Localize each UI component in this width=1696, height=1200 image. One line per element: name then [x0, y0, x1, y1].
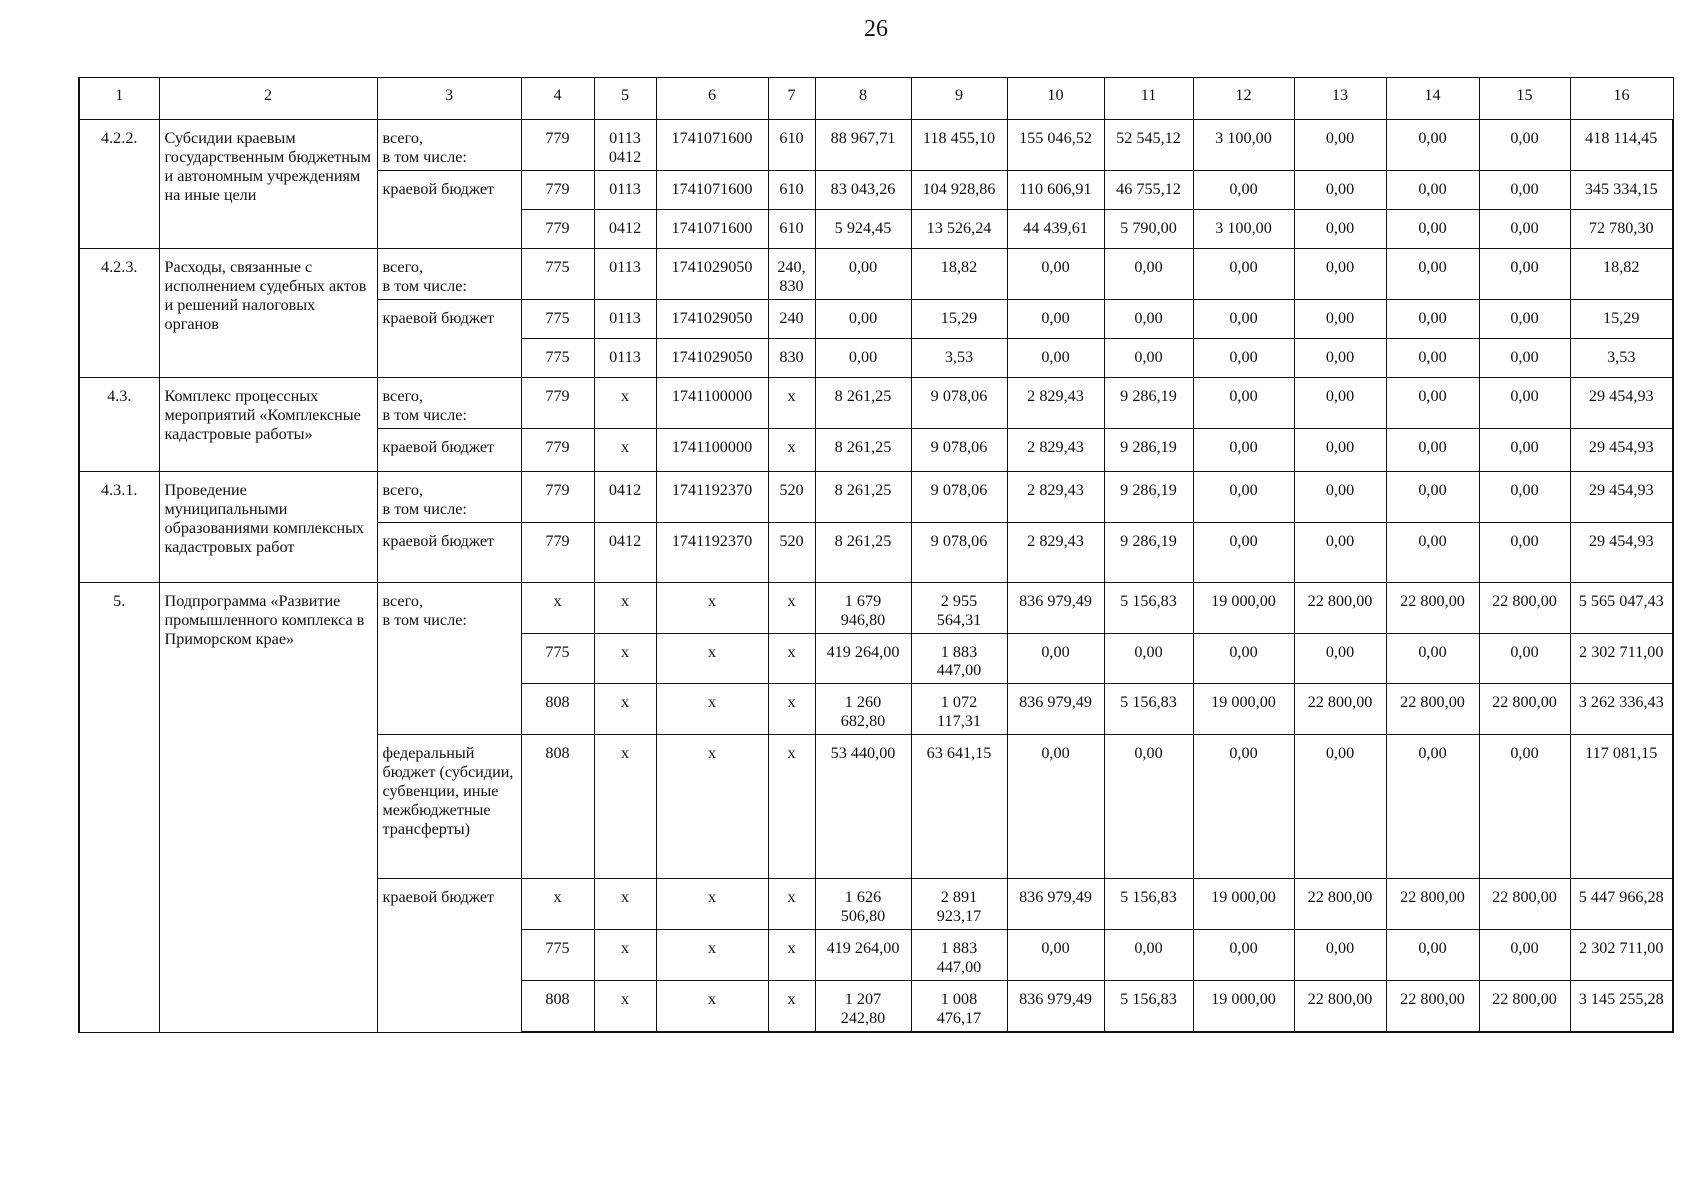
amount-cell: 0,00 [1007, 930, 1104, 981]
amount-cell: 836 979,49 [1007, 582, 1104, 633]
funding-source-cell: всего, в том числе: [377, 471, 521, 522]
ministry-code-cell: 775 [521, 338, 594, 377]
amount-cell: 0,00 [1386, 522, 1479, 582]
amount-cell: 9 078,06 [911, 522, 1007, 582]
amount-cell: 0,00 [1479, 248, 1570, 299]
amount-cell: 0,00 [1479, 633, 1570, 684]
amount-cell: 5 924,45 [815, 209, 911, 248]
amount-cell: 44 439,61 [1007, 209, 1104, 248]
amount-cell: 0,00 [1386, 248, 1479, 299]
expense-type-cell: 610 [768, 120, 815, 171]
ministry-code-cell: 808 [521, 684, 594, 735]
amount-cell: 0,00 [1104, 338, 1193, 377]
amount-cell: 0,00 [1386, 930, 1479, 981]
page-number: 26 [864, 16, 888, 42]
target-code-cell: x [656, 684, 768, 735]
amount-cell: 2 891 923,17 [911, 879, 1007, 930]
header-cell: 3 [377, 78, 521, 120]
amount-cell: 0,00 [1294, 248, 1386, 299]
funding-source-cell: всего, в том числе: [377, 582, 521, 735]
amount-cell: 118 455,10 [911, 120, 1007, 171]
amount-cell: 22 800,00 [1386, 684, 1479, 735]
amount-cell: 5 156,83 [1104, 981, 1193, 1032]
ministry-code-cell: 779 [521, 471, 594, 522]
funding-source-cell: краевой бюджет [377, 428, 521, 471]
amount-cell: 0,00 [1104, 299, 1193, 338]
amount-cell: 0,00 [815, 338, 911, 377]
amount-cell: 0,00 [1386, 633, 1479, 684]
total-cell: 29 454,93 [1570, 428, 1673, 471]
header-cell: 4 [521, 78, 594, 120]
amount-cell: 2 955 564,31 [911, 582, 1007, 633]
amount-cell: 2 829,43 [1007, 377, 1104, 428]
ministry-code-cell: x [521, 879, 594, 930]
amount-cell: 8 261,25 [815, 428, 911, 471]
item-number-cell: 4.2.2. [79, 120, 159, 249]
amount-cell: 0,00 [1193, 170, 1294, 209]
header-cell: 2 [159, 78, 377, 120]
header-cell: 11 [1104, 78, 1193, 120]
amount-cell: 0,00 [1294, 377, 1386, 428]
amount-cell: 15,29 [911, 299, 1007, 338]
expense-type-cell: 520 [768, 522, 815, 582]
expense-type-cell: 520 [768, 471, 815, 522]
amount-cell: 3 100,00 [1193, 209, 1294, 248]
amount-cell: 63 641,15 [911, 735, 1007, 879]
amount-cell: 9 286,19 [1104, 522, 1193, 582]
amount-cell: 0,00 [1479, 209, 1570, 248]
section-code-cell: 0113 [594, 299, 656, 338]
amount-cell: 836 979,49 [1007, 879, 1104, 930]
expense-type-cell: 240 [768, 299, 815, 338]
ministry-code-cell: 775 [521, 633, 594, 684]
amount-cell: 0,00 [1193, 338, 1294, 377]
total-cell: 29 454,93 [1570, 471, 1673, 522]
target-code-cell: 1741192370 [656, 471, 768, 522]
target-code-cell: 1741071600 [656, 209, 768, 248]
target-code-cell: x [656, 930, 768, 981]
target-code-cell: x [656, 735, 768, 879]
ministry-code-cell: 808 [521, 735, 594, 879]
funding-source-cell: краевой бюджет [377, 879, 521, 1032]
amount-cell: 1 072 117,31 [911, 684, 1007, 735]
expense-type-cell: 830 [768, 338, 815, 377]
expense-type-cell: x [768, 930, 815, 981]
target-code-cell: 1741029050 [656, 248, 768, 299]
amount-cell: 0,00 [1193, 522, 1294, 582]
expense-type-cell: x [768, 735, 815, 879]
header-row [79, 78, 1673, 120]
amount-cell: 0,00 [1386, 428, 1479, 471]
header-cell: 1 [79, 78, 159, 120]
amount-cell: 0,00 [1007, 299, 1104, 338]
budget-table [78, 77, 1674, 1033]
amount-cell: 0,00 [1479, 522, 1570, 582]
amount-cell: 5 156,83 [1104, 582, 1193, 633]
table-row [79, 471, 1673, 522]
total-cell: 29 454,93 [1570, 522, 1673, 582]
amount-cell: 8 261,25 [815, 471, 911, 522]
amount-cell: 0,00 [1294, 299, 1386, 338]
amount-cell: 3,53 [911, 338, 1007, 377]
header-cell: 16 [1570, 78, 1673, 120]
table-row [79, 248, 1673, 299]
target-code-cell: 1741029050 [656, 299, 768, 338]
amount-cell: 1 260 682,80 [815, 684, 911, 735]
amount-cell: 0,00 [1386, 735, 1479, 879]
amount-cell: 0,00 [1104, 930, 1193, 981]
amount-cell: 1 883 447,00 [911, 930, 1007, 981]
header-cell: 14 [1386, 78, 1479, 120]
amount-cell: 0,00 [1193, 735, 1294, 879]
amount-cell: 0,00 [1294, 170, 1386, 209]
target-code-cell: 1741192370 [656, 522, 768, 582]
ministry-code-cell: 779 [521, 209, 594, 248]
amount-cell: 19 000,00 [1193, 879, 1294, 930]
expense-type-cell: x [768, 377, 815, 428]
amount-cell: 22 800,00 [1294, 879, 1386, 930]
ministry-code-cell: x [521, 582, 594, 633]
target-code-cell: 1741071600 [656, 120, 768, 171]
amount-cell: 419 264,00 [815, 633, 911, 684]
section-code-cell: x [594, 428, 656, 471]
ministry-code-cell: 779 [521, 170, 594, 209]
amount-cell: 83 043,26 [815, 170, 911, 209]
section-code-cell: x [594, 879, 656, 930]
total-cell: 29 454,93 [1570, 377, 1673, 428]
amount-cell: 0,00 [1104, 248, 1193, 299]
amount-cell: 0,00 [1386, 209, 1479, 248]
expense-type-cell: x [768, 879, 815, 930]
amount-cell: 2 829,43 [1007, 471, 1104, 522]
amount-cell: 22 800,00 [1479, 582, 1570, 633]
header-cell: 6 [656, 78, 768, 120]
amount-cell: 0,00 [1479, 735, 1570, 879]
header-cell: 15 [1479, 78, 1570, 120]
ministry-code-cell: 779 [521, 428, 594, 471]
table-row [79, 377, 1673, 428]
amount-cell: 0,00 [1193, 248, 1294, 299]
ministry-code-cell: 775 [521, 299, 594, 338]
amount-cell: 9 286,19 [1104, 428, 1193, 471]
amount-cell: 19 000,00 [1193, 582, 1294, 633]
target-code-cell: 1741029050 [656, 338, 768, 377]
total-cell: 2 302 711,00 [1570, 633, 1673, 684]
header-cell: 13 [1294, 78, 1386, 120]
target-code-cell: 1741100000 [656, 377, 768, 428]
amount-cell: 22 800,00 [1479, 981, 1570, 1032]
amount-cell: 18,82 [911, 248, 1007, 299]
ministry-code-cell: 808 [521, 981, 594, 1032]
amount-cell: 19 000,00 [1193, 684, 1294, 735]
total-cell: 3,53 [1570, 338, 1673, 377]
amount-cell: 0,00 [1007, 248, 1104, 299]
amount-cell: 46 755,12 [1104, 170, 1193, 209]
target-code-cell: x [656, 879, 768, 930]
expense-type-cell: 240, 830 [768, 248, 815, 299]
total-cell: 72 780,30 [1570, 209, 1673, 248]
amount-cell: 0,00 [1294, 930, 1386, 981]
section-code-cell: 0412 [594, 471, 656, 522]
amount-cell: 0,00 [1479, 170, 1570, 209]
amount-cell: 8 261,25 [815, 522, 911, 582]
amount-cell: 22 800,00 [1386, 879, 1479, 930]
total-cell: 18,82 [1570, 248, 1673, 299]
amount-cell: 0,00 [1294, 735, 1386, 879]
ministry-code-cell: 779 [521, 120, 594, 171]
header-cell: 10 [1007, 78, 1104, 120]
funding-source-cell: всего, в том числе: [377, 248, 521, 299]
amount-cell: 9 286,19 [1104, 471, 1193, 522]
amount-cell: 0,00 [1294, 471, 1386, 522]
item-number-cell: 4.3.1. [79, 471, 159, 582]
section-code-cell: 0113 0412 [594, 120, 656, 171]
amount-cell: 9 078,06 [911, 377, 1007, 428]
funding-source-cell: краевой бюджет [377, 299, 521, 377]
header-cell: 9 [911, 78, 1007, 120]
amount-cell: 22 800,00 [1386, 981, 1479, 1032]
expense-type-cell: x [768, 981, 815, 1032]
header-cell: 12 [1193, 78, 1294, 120]
amount-cell: 0,00 [1104, 735, 1193, 879]
amount-cell: 22 800,00 [1479, 879, 1570, 930]
amount-cell: 19 000,00 [1193, 981, 1294, 1032]
amount-cell: 0,00 [1007, 735, 1104, 879]
item-number-cell: 4.3. [79, 377, 159, 471]
amount-cell: 0,00 [1479, 338, 1570, 377]
section-code-cell: x [594, 684, 656, 735]
amount-cell: 0,00 [815, 299, 911, 338]
amount-cell: 0,00 [1294, 209, 1386, 248]
item-name-cell: Проведение муниципальными образованиями комплексных кадастровых работ [159, 471, 377, 582]
amount-cell: 1 207 242,80 [815, 981, 911, 1032]
amount-cell: 836 979,49 [1007, 981, 1104, 1032]
ministry-code-cell: 775 [521, 930, 594, 981]
amount-cell: 104 928,86 [911, 170, 1007, 209]
table-row [79, 582, 1673, 633]
target-code-cell: 1741100000 [656, 428, 768, 471]
amount-cell: 0,00 [1479, 471, 1570, 522]
section-code-cell: 0113 [594, 338, 656, 377]
table-row [79, 120, 1673, 171]
amount-cell: 3 100,00 [1193, 120, 1294, 171]
section-code-cell: 0412 [594, 209, 656, 248]
item-name-cell: Комплекс процессных мероприятий «Комплексные кадастровые работы» [159, 377, 377, 471]
amount-cell: 0,00 [1386, 338, 1479, 377]
amount-cell: 0,00 [1386, 299, 1479, 338]
amount-cell: 1 883 447,00 [911, 633, 1007, 684]
expense-type-cell: x [768, 582, 815, 633]
ministry-code-cell: 779 [521, 377, 594, 428]
total-cell: 3 262 336,43 [1570, 684, 1673, 735]
amount-cell: 9 286,19 [1104, 377, 1193, 428]
amount-cell: 1 008 476,17 [911, 981, 1007, 1032]
amount-cell: 0,00 [1479, 930, 1570, 981]
header-cell: 7 [768, 78, 815, 120]
total-cell: 5 447 966,28 [1570, 879, 1673, 930]
amount-cell: 0,00 [1193, 377, 1294, 428]
section-code-cell: x [594, 582, 656, 633]
amount-cell: 1 679 946,80 [815, 582, 911, 633]
amount-cell: 0,00 [1193, 471, 1294, 522]
amount-cell: 0,00 [1294, 120, 1386, 171]
ministry-code-cell: 775 [521, 248, 594, 299]
section-code-cell: x [594, 930, 656, 981]
total-cell: 15,29 [1570, 299, 1673, 338]
amount-cell: 88 967,71 [815, 120, 911, 171]
item-name-cell: Подпрограмма «Развитие промышленного комплекса в Приморском крае» [159, 582, 377, 1032]
funding-source-cell: всего, в том числе: [377, 120, 521, 171]
header-cell: 5 [594, 78, 656, 120]
funding-source-cell: краевой бюджет [377, 170, 521, 248]
total-cell: 345 334,15 [1570, 170, 1673, 209]
amount-cell: 0,00 [1193, 633, 1294, 684]
target-code-cell: 1741071600 [656, 170, 768, 209]
amount-cell: 2 829,43 [1007, 522, 1104, 582]
section-code-cell: x [594, 633, 656, 684]
amount-cell: 52 545,12 [1104, 120, 1193, 171]
target-code-cell: x [656, 981, 768, 1032]
funding-source-cell: федеральный бюджет (субсидии, субвенции, иные межбюджетные трансферты) [377, 735, 521, 879]
item-name-cell: Субсидии краевым государственным бюджетным и автономным учреждениям на иные цели [159, 120, 377, 249]
amount-cell: 8 261,25 [815, 377, 911, 428]
amount-cell: 0,00 [1386, 120, 1479, 171]
target-code-cell: x [656, 582, 768, 633]
header-cell: 8 [815, 78, 911, 120]
total-cell: 418 114,45 [1570, 120, 1673, 171]
amount-cell: 22 800,00 [1386, 582, 1479, 633]
amount-cell: 0,00 [1479, 377, 1570, 428]
amount-cell: 0,00 [1386, 377, 1479, 428]
expense-type-cell: x [768, 684, 815, 735]
amount-cell: 0,00 [1193, 428, 1294, 471]
amount-cell: 53 440,00 [815, 735, 911, 879]
item-number-cell: 5. [79, 582, 159, 1032]
amount-cell: 419 264,00 [815, 930, 911, 981]
funding-source-cell: краевой бюджет [377, 522, 521, 582]
item-number-cell: 4.2.3. [79, 248, 159, 377]
amount-cell: 0,00 [1007, 338, 1104, 377]
amount-cell: 0,00 [1007, 633, 1104, 684]
amount-cell: 2 829,43 [1007, 428, 1104, 471]
amount-cell: 22 800,00 [1294, 684, 1386, 735]
amount-cell: 155 046,52 [1007, 120, 1104, 171]
amount-cell: 13 526,24 [911, 209, 1007, 248]
funding-source-cell: всего, в том числе: [377, 377, 521, 428]
ministry-code-cell: 779 [521, 522, 594, 582]
amount-cell: 5 156,83 [1104, 879, 1193, 930]
amount-cell: 0,00 [1104, 633, 1193, 684]
amount-cell: 110 606,91 [1007, 170, 1104, 209]
target-code-cell: x [656, 633, 768, 684]
expense-type-cell: 610 [768, 170, 815, 209]
amount-cell: 0,00 [815, 248, 911, 299]
amount-cell: 0,00 [1193, 299, 1294, 338]
amount-cell: 22 800,00 [1294, 981, 1386, 1032]
item-name-cell: Расходы, связанные с исполнением судебных актов и решений налоговых органов [159, 248, 377, 377]
amount-cell: 22 800,00 [1479, 684, 1570, 735]
amount-cell: 836 979,49 [1007, 684, 1104, 735]
amount-cell: 5 790,00 [1104, 209, 1193, 248]
amount-cell: 0,00 [1294, 428, 1386, 471]
amount-cell: 0,00 [1479, 120, 1570, 171]
total-cell: 3 145 255,28 [1570, 981, 1673, 1032]
section-code-cell: 0113 [594, 248, 656, 299]
amount-cell: 0,00 [1193, 930, 1294, 981]
amount-cell: 0,00 [1479, 299, 1570, 338]
amount-cell: 0,00 [1294, 338, 1386, 377]
amount-cell: 0,00 [1294, 522, 1386, 582]
section-code-cell: x [594, 377, 656, 428]
section-code-cell: 0412 [594, 522, 656, 582]
section-code-cell: x [594, 735, 656, 879]
amount-cell: 0,00 [1386, 471, 1479, 522]
amount-cell: 0,00 [1294, 633, 1386, 684]
amount-cell: 9 078,06 [911, 428, 1007, 471]
amount-cell: 0,00 [1479, 428, 1570, 471]
expense-type-cell: 610 [768, 209, 815, 248]
expense-type-cell: x [768, 633, 815, 684]
total-cell: 5 565 047,43 [1570, 582, 1673, 633]
amount-cell: 1 626 506,80 [815, 879, 911, 930]
amount-cell: 22 800,00 [1294, 582, 1386, 633]
amount-cell: 0,00 [1386, 170, 1479, 209]
amount-cell: 5 156,83 [1104, 684, 1193, 735]
section-code-cell: x [594, 981, 656, 1032]
section-code-cell: 0113 [594, 170, 656, 209]
amount-cell: 9 078,06 [911, 471, 1007, 522]
total-cell: 2 302 711,00 [1570, 930, 1673, 981]
total-cell: 117 081,15 [1570, 735, 1673, 879]
expense-type-cell: x [768, 428, 815, 471]
